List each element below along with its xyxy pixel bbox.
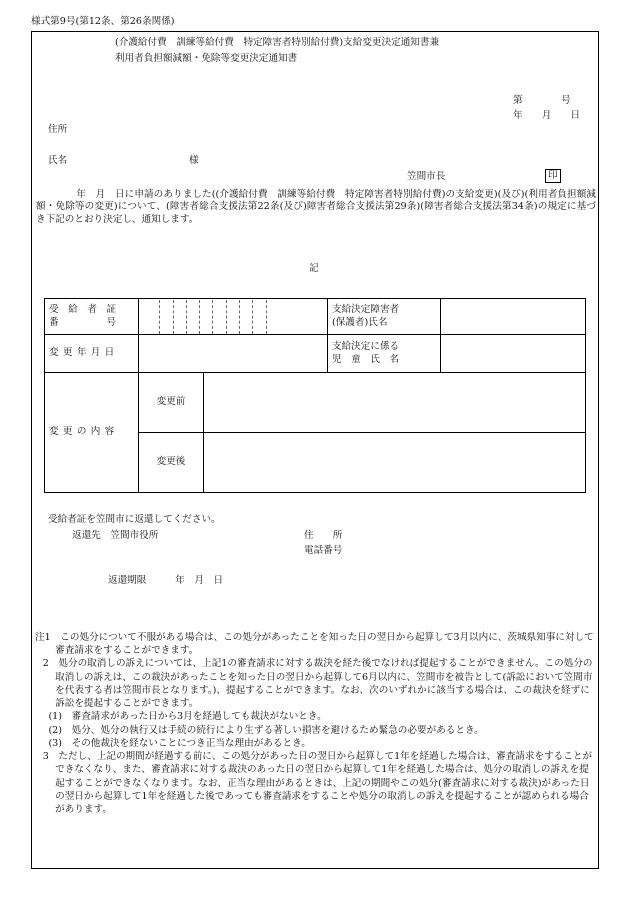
note-1: 注1 この処分について不服がある場合は、この処分があったことを知った日の翌日から起算して3月以内に、茨城県知事に対して審査請求をすることができます。 <box>35 632 594 657</box>
title-line-1: (介護給付費 訓練等給付費 特定障害者特別給付費)支給変更決定通知書兼 <box>115 37 440 48</box>
guardian-name-label: 支給決定障害者 (保護者)氏名 <box>328 299 441 335</box>
body-text: 年 月 日に申請のありました((介護給付費 訓練等給付費 特定障害者特別給付費)の支給変更)(及び)(利用者負担額減額・免除等の変更)について、(障害者総合支援法第22条(及び)障害者総合支援法第29条)(障害者総合支援法第34条)の規定に基づき下記のとおり決定し、通知します。 <box>36 189 596 225</box>
notes-section <box>35 631 597 816</box>
guardian-name-value <box>441 299 586 335</box>
note-2: 2 処分の取消しの訴えについては、上記1の審査請求に対する裁決を経た後でなければ提起することができません。この処分の取消しの訴えは、この裁決があったことを知った日の翌日から起算して6月以内に、笠間市を被告として(訴訟において笠間市を代表する者は笠間市長となります。)、提起することができます。なお、次のいずれかに該当する場合は、この裁決を経ずに訴訟を提起することができます。 <box>42 658 593 710</box>
form-number: 様式第9号(第12条、第26条関係) <box>31 16 175 27</box>
note-2-item-1: (1) 審査請求があった日から3月を経過しても裁決がないとき。 <box>48 711 327 723</box>
before-value <box>204 373 586 433</box>
change-date-label: 変更年月日 <box>45 335 139 373</box>
decision-table <box>44 298 586 493</box>
name-label: 氏名 <box>48 155 68 166</box>
child-name-label: 支給決定に係る 児 童 氏 名 <box>328 335 441 373</box>
return-phone: 電話番号 <box>304 545 343 556</box>
child-name-value <box>441 335 586 373</box>
note-2-item-3: (3) その他裁決を経ないことにつき正当な理由があるとき。 <box>48 737 311 749</box>
title-line-2: 利用者負担額減額・免除等変更決定通知書 <box>115 53 298 64</box>
change-date-value <box>139 335 328 373</box>
return-deadline: 返還期限 年 月 日 <box>108 575 224 586</box>
return-to: 返還先 笠間市役所 <box>72 530 159 541</box>
honorific: 様 <box>189 155 199 166</box>
address-label: 住所 <box>48 124 68 135</box>
after-value <box>204 433 586 493</box>
document-number: 第 号 <box>513 95 571 106</box>
seal-mark: 印 <box>545 169 561 183</box>
ki-label: 記 <box>309 263 319 274</box>
recipient-id-label: 受 給 者 証 番 号 <box>45 299 139 335</box>
recipient-id-boxes <box>139 299 328 335</box>
note-3: 3 ただし、上記の期間が経過する前に、この処分があった日の翌日から起算して1年を経過した場合は、審査請求をすることができなくなり、また、審査請求に対する裁決のあった日の翌日から起算して1年を経過した場合は、処分の取消しの訴えを提起することができなくなります。なお、正当な理由があるときは、上記の期間やこの処分(審査請求に対する裁決)があった日の翌日から起算して1年を経過した後であっても審査請求をすることや処分の取消しの訴えを提起することが認められる場合があります。 <box>42 751 593 816</box>
mayor-label: 笠間市長 <box>407 171 446 182</box>
note-2-item-2: (2) 処分、処分の執行又は手続の続行により生ずる著しい損害を避けるため緊急の必要があるとき。 <box>48 724 484 736</box>
return-notice: 受給者証を笠間市に返還してください。 <box>48 514 221 525</box>
before-label: 変更前 <box>139 373 204 433</box>
document-date: 年 月 日 <box>513 110 581 121</box>
return-address: 住 所 <box>304 530 343 541</box>
change-content-label: 変更の内容 <box>45 373 139 493</box>
after-label: 変更後 <box>139 433 204 493</box>
